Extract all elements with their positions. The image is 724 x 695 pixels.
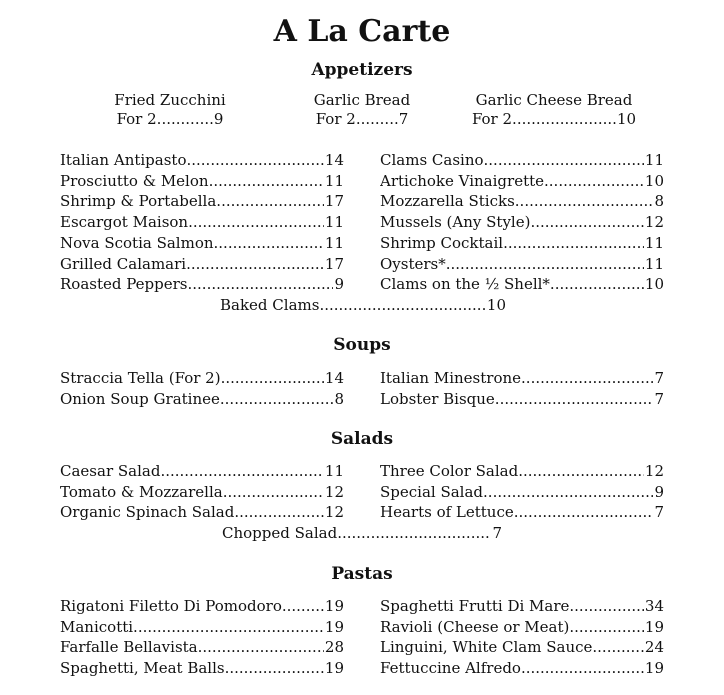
item-name: Nova Scotia Salmon [60,233,214,252]
item-price: 19 [324,617,344,636]
item-name: Baked Clams [220,296,320,314]
menu-item [380,659,664,678]
item-name: Mozzarella Sticks [380,192,515,211]
menu-item [380,390,664,409]
menu-item [380,213,664,232]
dot-leader [484,151,644,169]
item-price: 19 [324,659,344,678]
menu-item [60,213,344,232]
dot-leader [225,659,324,677]
item-price: 11 [324,213,344,232]
featured-item-name: Fried Zucchini [114,91,226,109]
menu-item [60,659,344,678]
item-name: Shrimp Cocktail [380,233,504,252]
item-name: Straccia Tella (For 2) [60,369,221,387]
item-price: 8 [654,192,664,211]
featured-item-name: Garlic Bread [313,91,411,109]
menu-title: A La Carte [273,14,451,49]
item-name: Italian Minestrone [380,369,522,387]
item-name: Grilled Calamari [60,254,187,273]
item-name: Linguini, White Clam Sauce [380,638,593,657]
item-name: Ravioli (Cheese or Meat) [380,617,570,636]
featured-item-price-line: For 2.........7 [315,110,409,128]
item-price: 34 [644,597,664,615]
dot-leader [544,172,644,190]
menu-item [60,234,344,253]
dot-leader [282,597,324,615]
item-price: 11 [644,254,664,273]
menu-item [380,151,664,170]
soups-heading: Soups [333,335,391,355]
dot-leader [209,172,324,190]
item-price: 11 [644,151,664,169]
menu-item [380,503,664,522]
item-price: 11 [324,233,344,252]
dot-leader [483,483,653,501]
menu-item [380,369,664,388]
item-name: Mussels (Any Style) [380,213,531,232]
item-price: 24 [644,638,664,657]
item-price: 11 [644,233,664,252]
item-price: 14 [324,151,344,169]
menu-item [380,275,664,294]
menu-item [60,192,344,211]
menu-item [60,462,344,481]
featured-item [464,91,644,129]
featured-item-name: Garlic Cheese Bread [475,91,633,109]
dot-leader [521,659,644,677]
dot-leader [503,234,644,252]
item-price: 14 [324,369,344,387]
item-price: 8 [334,389,344,408]
dot-leader [495,390,654,408]
dot-leader [234,503,324,521]
item-name: Prosciutto & Melon [60,171,209,190]
item-price: 7 [654,389,664,408]
menu-item [60,597,344,616]
dot-leader [186,151,323,169]
item-price: 7 [654,503,664,522]
dot-leader [550,275,644,293]
item-name: Rigatoni Filetto Di Pomodoro [60,597,282,615]
menu-item [60,172,344,191]
dot-leader [530,213,643,231]
dot-leader [133,618,324,636]
featured-item [90,91,250,129]
item-price: 7 [492,524,502,542]
dot-leader [198,638,324,656]
item-name: Special Salad [380,482,484,501]
item-name: Clams on the ½ Shell* [380,275,550,294]
menu-item [380,255,664,274]
item-name: Manicotti [60,617,134,636]
dot-leader [446,255,644,273]
menu-item [380,483,664,502]
item-price: 19 [644,617,664,636]
item-name: Oysters* [380,254,446,273]
menu-item [380,172,664,191]
menu-item [60,151,344,170]
dot-leader [569,597,644,615]
item-name: Spaghetti Frutti Di Mare [380,597,570,615]
item-name: Three Color Salad [380,462,519,480]
item-price: 19 [324,597,344,615]
menu-item [60,503,344,522]
menu-item [380,597,664,616]
appetizers-heading: Appetizers [311,60,413,80]
dot-leader [515,192,654,210]
featured-item [282,91,442,129]
item-price: 9 [654,482,664,501]
menu-item [60,618,344,637]
item-name: Spaghetti, Meat Balls [60,659,225,678]
dot-leader [221,369,324,387]
dot-leader [569,618,644,636]
item-name: Tomato & Mozzarella [60,482,223,501]
menu-item [60,483,344,502]
salads-heading: Salads [330,429,394,449]
dot-leader [514,503,654,521]
dot-leader [592,638,644,656]
dot-leader [220,390,334,408]
item-price: 10 [644,171,664,190]
item-price: 12 [324,482,344,501]
featured-item-price-line: For 2............9 [116,110,224,128]
item-name: Roasted Peppers [60,275,188,294]
dot-leader [319,296,485,314]
item-name: Fettuccine Alfredo [380,659,521,678]
item-price: 12 [644,462,664,480]
item-price: 7 [654,369,664,387]
item-name: Lobster Bisque [380,389,495,408]
featured-item-price-line: For 2......................10 [471,110,637,128]
item-price: 12 [324,503,344,522]
dot-leader [337,524,491,542]
item-name: Onion Soup Gratinee [60,389,220,408]
item-price: 17 [324,192,344,211]
menu-item [380,638,664,657]
item-name: Caesar Salad [60,462,161,480]
item-price: 10 [486,296,506,314]
dot-leader [216,192,324,210]
menu-item [380,192,664,211]
dot-leader [188,213,324,231]
item-price: 28 [324,638,344,657]
item-name: Clams Casino [380,151,484,169]
item-name: Hearts of Lettuce [380,503,514,522]
item-name: Shrimp & Portabella [60,192,217,211]
item-price: 11 [324,462,344,480]
menu-item [60,255,344,274]
item-price: 17 [324,254,344,273]
menu-item [60,638,344,657]
item-name: Artichoke Vinaigrette [380,171,545,190]
dot-leader [186,255,324,273]
item-price: 11 [324,171,344,190]
menu-item [60,369,344,388]
pastas-heading: Pastas [331,564,393,584]
item-name: Italian Antipasto [60,151,187,169]
menu-item [222,524,502,543]
dot-leader [223,483,324,501]
menu-item [60,275,344,294]
item-name: Escargot Maison [60,213,189,232]
item-name: Chopped Salad [222,524,338,542]
item-price: 9 [334,275,344,294]
dot-leader [518,462,644,480]
menu-item [220,296,506,315]
item-price: 19 [644,659,664,678]
dot-leader [214,234,324,252]
item-price: 10 [644,275,664,294]
item-name: Organic Spinach Salad [60,503,235,522]
menu-item [380,462,664,481]
dot-leader [160,462,323,480]
menu-item [380,618,664,637]
item-name: Farfalle Bellavista [60,638,198,657]
menu-item [380,234,664,253]
dot-leader [188,275,334,293]
dot-leader [521,369,653,387]
item-price: 12 [644,213,664,232]
menu-item [60,390,344,409]
